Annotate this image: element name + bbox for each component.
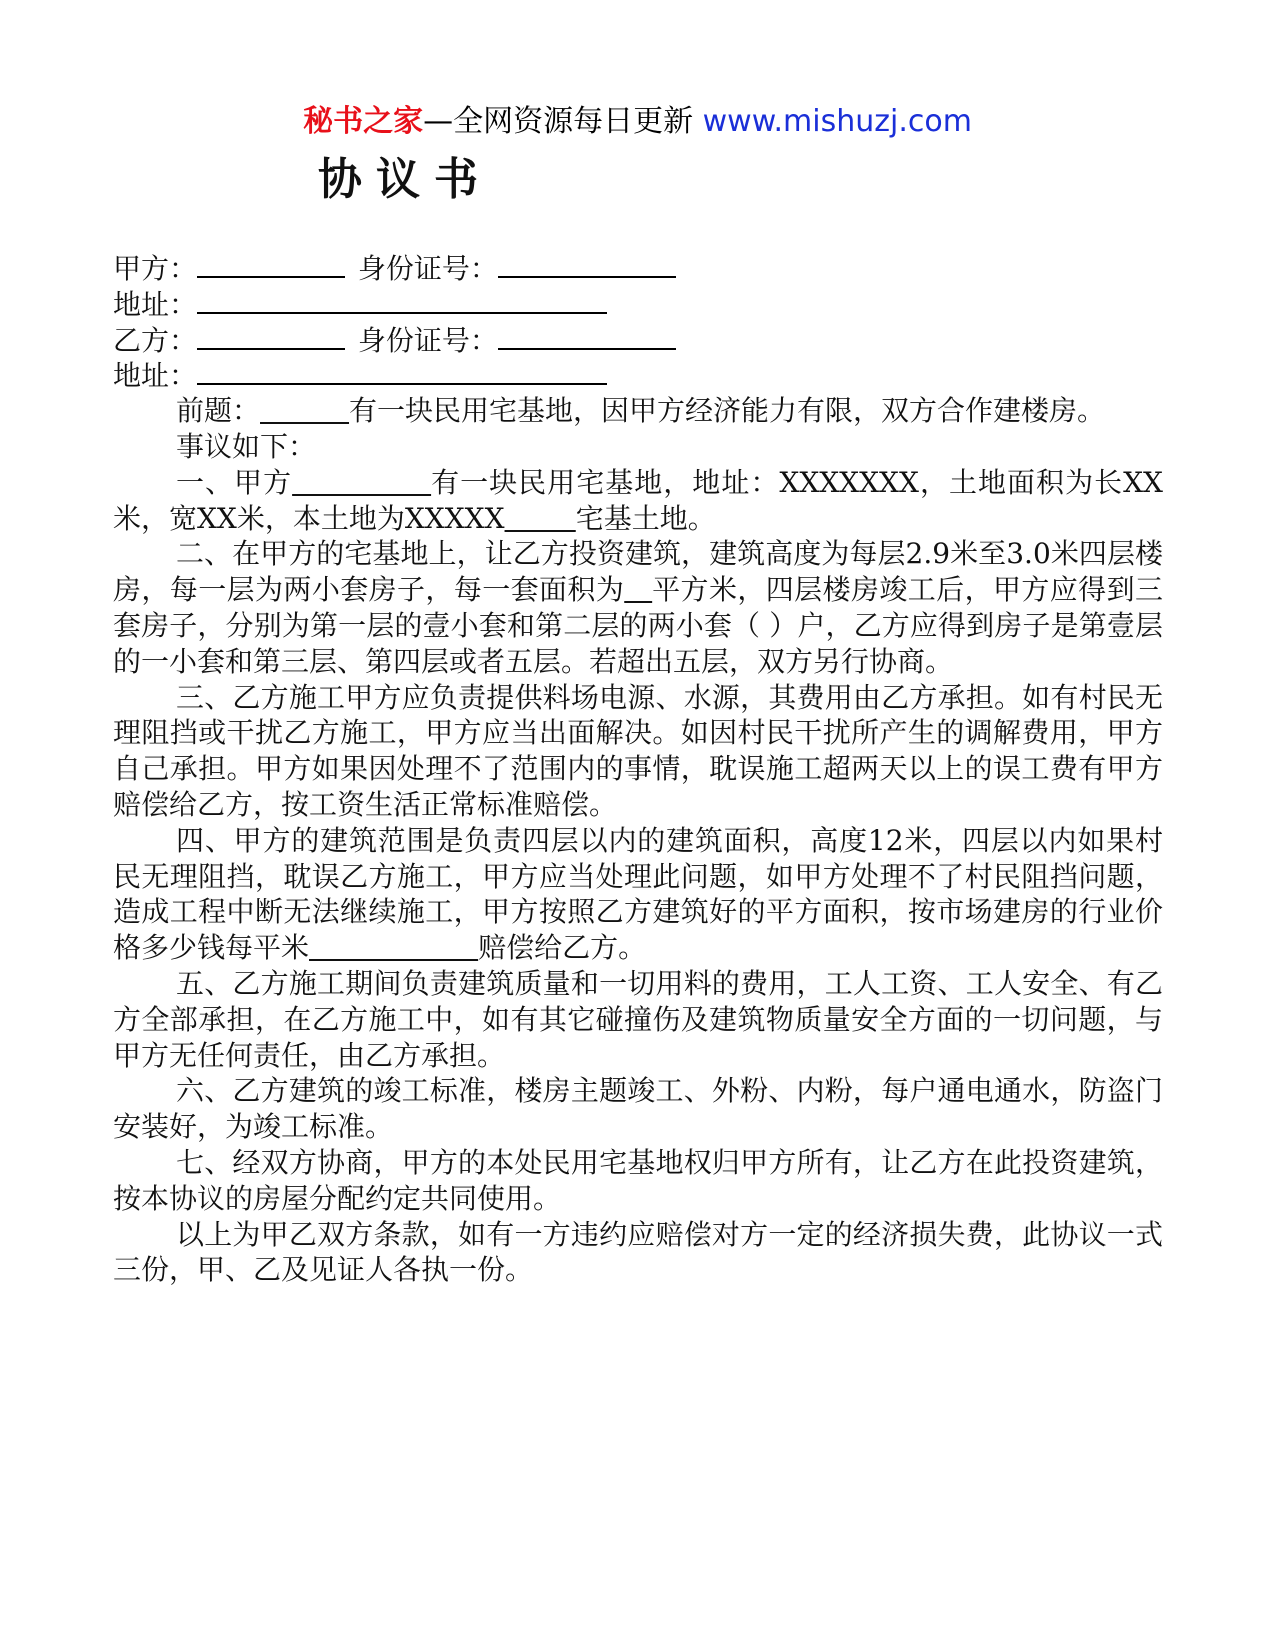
premise-label: 前题：: [176, 394, 261, 428]
premise-paragraph: [113, 393, 1163, 429]
premise-blank: [260, 394, 349, 427]
party-b-label: 乙方：: [113, 323, 198, 357]
party-a-address-label: 地址：: [113, 287, 198, 321]
clause-1-blank-name: [292, 466, 431, 499]
party-b-address-row: [113, 357, 1163, 393]
clause-1-blank-type: [505, 502, 576, 535]
party-a-id-blank: [498, 250, 676, 278]
clause-2-text: 平方米，四层楼房竣工后，甲方应得到三套房子，分别为第一层的壹小套和第二层的两小套（ ）户，乙方应得到房子是第壹层的一小套和第三层、第四层或者五层。若超出五层，双方另行协商。: [113, 573, 1163, 678]
party-a-address-blank: [197, 286, 607, 314]
premise-text: 有一块民用宅基地，因甲方经济能力有限，双方合作建楼房。: [349, 394, 1106, 428]
site-brand: 秘书之家: [303, 104, 424, 139]
party-a-row: [113, 250, 1163, 286]
clause-4-text: 四、甲方的建筑范围是负责四层以内的建筑面积，高度12米，四层以内如果村民无理阻挡，耽误乙方施工，甲方应当处理此问题，如甲方处理不了村民阻挡问题，造成工程中断无法继续施工，甲方按照乙方建筑好的平方面积，按市场建房的行业价格多少钱每平米: [113, 823, 1163, 965]
document-body: [113, 250, 1163, 1288]
document-title: 协议书: [318, 154, 492, 205]
party-a-label: 甲方：: [113, 252, 198, 285]
party-a-id-label: 身份证号：: [357, 252, 498, 285]
party-b-id-blank: [498, 322, 676, 350]
clause-1: [113, 465, 1163, 537]
agreement-intro: 事议如下：: [176, 429, 317, 463]
clause-2: [113, 536, 1163, 679]
party-b-row: [113, 322, 1163, 358]
site-header: [0, 100, 1275, 144]
clause-4-blank-price: [309, 931, 478, 964]
party-a-address-row: [113, 286, 1163, 322]
clause-4-tail: 赔偿给乙方。: [478, 931, 647, 965]
clause-1-tail: 宅基土地。: [575, 501, 716, 535]
clause-5: 五、乙方施工期间负责建筑质量和一切用料的费用，工人工资、工人安全、有乙方全部承担，在乙方施工中，如有其它碰撞伤及建筑物质量安全方面的一切问题，与甲方无任何责任，由乙方承担。: [113, 966, 1163, 1072]
party-b-address-blank: [197, 357, 607, 385]
party-b-id-label: 身份证号：: [357, 323, 498, 357]
clause-6: 六、乙方建筑的竣工标准，楼房主题竣工、外粉、内粉，每户通电通水，防盗门安装好，为竣工标准。: [113, 1074, 1163, 1144]
clause-4: [113, 823, 1163, 966]
clause-2-blank-area: [624, 573, 652, 606]
clause-7: 七、经双方协商，甲方的本处民用宅基地权归甲方所有，让乙方在此投资建筑，按本协议的房屋分配约定共同使用。: [113, 1145, 1163, 1215]
site-slogan: —全网资源每日更新: [423, 104, 703, 139]
party-a-name-blank: [197, 250, 345, 278]
clause-1-text: 有一块民用宅基地，地址：XXXXXXX，土地面积为长XX米，宽XX米，本土地为XXXXX: [113, 465, 1163, 535]
closing-paragraph: 以上为甲乙双方条款，如有一方违约应赔偿对方一定的经济损失费，此协议一式三份，甲、乙及见证人各执一份。: [113, 1217, 1163, 1287]
party-b-address-label: 地址：: [113, 359, 198, 393]
clause-3: 三、乙方施工甲方应负责提供料场电源、水源，其费用由乙方承担。如有村民无理阻挡或干扰乙方施工，甲方应当出面解决。如因村民干扰所产生的调解费用，甲方自己承担。甲方如果因处理不了范围内的事情，耽误施工超两天以上的误工费有甲方赔偿给乙方，按工资生活正常标准赔偿。: [113, 680, 1163, 821]
clause-1-lead: 一、甲方: [176, 465, 293, 499]
site-url-link[interactable]: www.mishuzj.com: [702, 104, 972, 139]
clause-2-lead: 二、在甲方的宅基地上，让乙方投资建筑，建筑高度为每层2.9米至3.0米四层楼房，每一层为两小套房子，每一套面积为: [113, 537, 1163, 607]
party-b-name-blank: [197, 322, 345, 350]
